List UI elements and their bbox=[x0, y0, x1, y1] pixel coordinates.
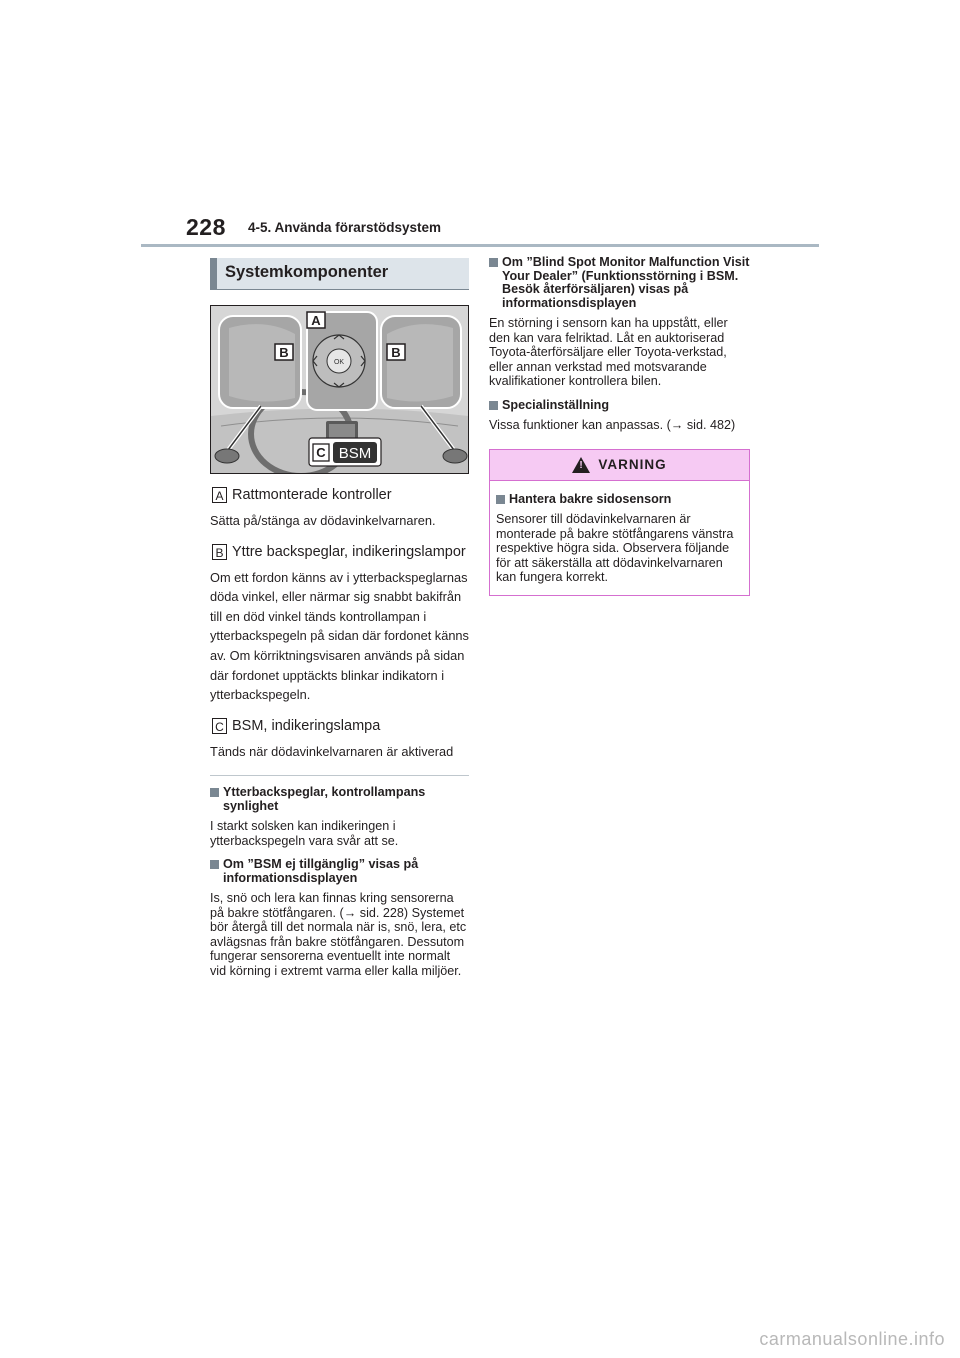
page-number: 228 bbox=[186, 214, 226, 240]
bullet-square-icon bbox=[489, 258, 498, 267]
note-title bbox=[210, 858, 469, 885]
warning-content bbox=[490, 481, 749, 595]
callout-b-left: B bbox=[279, 345, 289, 360]
note-body: Vissa funktioner kan anpassas. (→ sid. 482) bbox=[489, 418, 736, 432]
ok-button-label: OK bbox=[333, 359, 345, 366]
component-item bbox=[210, 542, 469, 562]
label-box: A bbox=[212, 487, 227, 503]
label-box: B bbox=[212, 544, 227, 560]
warning-body: Sensorer till dödavinkelvarnaren är monterade på bakre stötfångarens vänstra respektive högra sida. Observera följande för att säkerställa att dödavinkelvarnaren kan fungera korrekt. bbox=[496, 512, 734, 584]
bullet-square-icon bbox=[210, 788, 219, 797]
component-description: Om ett fordon känns av i ytterbackspeglarnas döda vinkel, eller närmar sig snabbt bakifrån till en död vinkel tänds kontrollampan i ytterbackspegeln på sidan där fordonet känns av. Om körriktningsvisaren används på sidan där fordonet upptäckts blinkar indikatorn i ytterbackspegeln. bbox=[210, 569, 469, 703]
warning-title-text: Hantera bakre sidosensorn bbox=[509, 491, 672, 506]
bullet-square-icon bbox=[496, 495, 505, 504]
right-column bbox=[489, 256, 751, 596]
note-body: En störning i sensorn kan ha uppstått, eller den kan vara felriktad. Låt en auktoriserad Toyota-återförsäljare eller Toyota-verkstad, eller annan verkstad med motsvarande kvalifikationer kontrollera bilen. bbox=[489, 316, 728, 388]
divider bbox=[210, 775, 469, 776]
section-title: 4-5. Använda förarstödsystem bbox=[248, 220, 442, 235]
warning-title bbox=[496, 493, 743, 507]
warning-box bbox=[489, 449, 750, 596]
bsm-button-label: BSM bbox=[338, 445, 372, 462]
callout-a: A bbox=[311, 313, 321, 328]
callout-b-right: B bbox=[391, 345, 401, 360]
left-column bbox=[210, 258, 469, 978]
component-title: Rattmonterade kontroller bbox=[232, 487, 392, 503]
watermark: carmanualsonline.info bbox=[759, 1329, 945, 1349]
note-body: Is, snö och lera kan finnas kring sensorerna på bakre stötfångaren. (→ sid. 228) Systemet bör återgå till det normala när is, snö, lera, etc avlägsnas från bakre stötfångaren. Dessutom fungerar sensorerna eventuellt inte normalt vid körning i extremt varma eller kalla miljöer. bbox=[210, 891, 467, 978]
component-item bbox=[210, 716, 469, 736]
note-title-text: Om ”Blind Spot Monitor Malfunction Visit Your Dealer” (Funktionsstörning i BSM. Besök återförsäljaren) visas på informationsdisplayen bbox=[502, 255, 750, 310]
steering-wheel-figure bbox=[210, 305, 469, 474]
bullet-square-icon bbox=[489, 401, 498, 410]
note-title bbox=[210, 786, 469, 813]
header-rule bbox=[141, 244, 819, 247]
note-title-text: Ytterbackspeglar, kontrollampans synlighet bbox=[223, 785, 426, 813]
component-description: Tänds när dödavinkelvarnaren är aktiverad bbox=[210, 743, 454, 759]
note-title bbox=[489, 256, 751, 310]
component-title: BSM, indikeringslampa bbox=[232, 717, 381, 734]
note-title bbox=[489, 399, 751, 413]
component-title: Yttre backspeglar, indikeringslampor bbox=[232, 543, 466, 560]
bullet-square-icon bbox=[210, 860, 219, 869]
label-box: C bbox=[212, 718, 227, 734]
warning-heading: VARNING bbox=[598, 457, 667, 472]
warning-header bbox=[490, 450, 749, 481]
cockpit-illustration bbox=[211, 306, 468, 473]
component-description: Sätta på/stänga av dödavinkelvarnaren. bbox=[210, 513, 436, 528]
callout-c: C bbox=[316, 445, 326, 460]
component-item bbox=[210, 485, 469, 505]
section-heading: Systemkomponenter bbox=[210, 258, 469, 290]
note-title-text: Specialinställning bbox=[502, 397, 610, 412]
note-title-text: Om ”BSM ej tillgänglig” visas på informationsdisplayen bbox=[223, 857, 419, 885]
warning-triangle-icon: ! bbox=[572, 457, 590, 473]
note-body: I starkt solsken kan indikeringen i ytterbackspegeln vara svår att se. bbox=[210, 819, 399, 848]
